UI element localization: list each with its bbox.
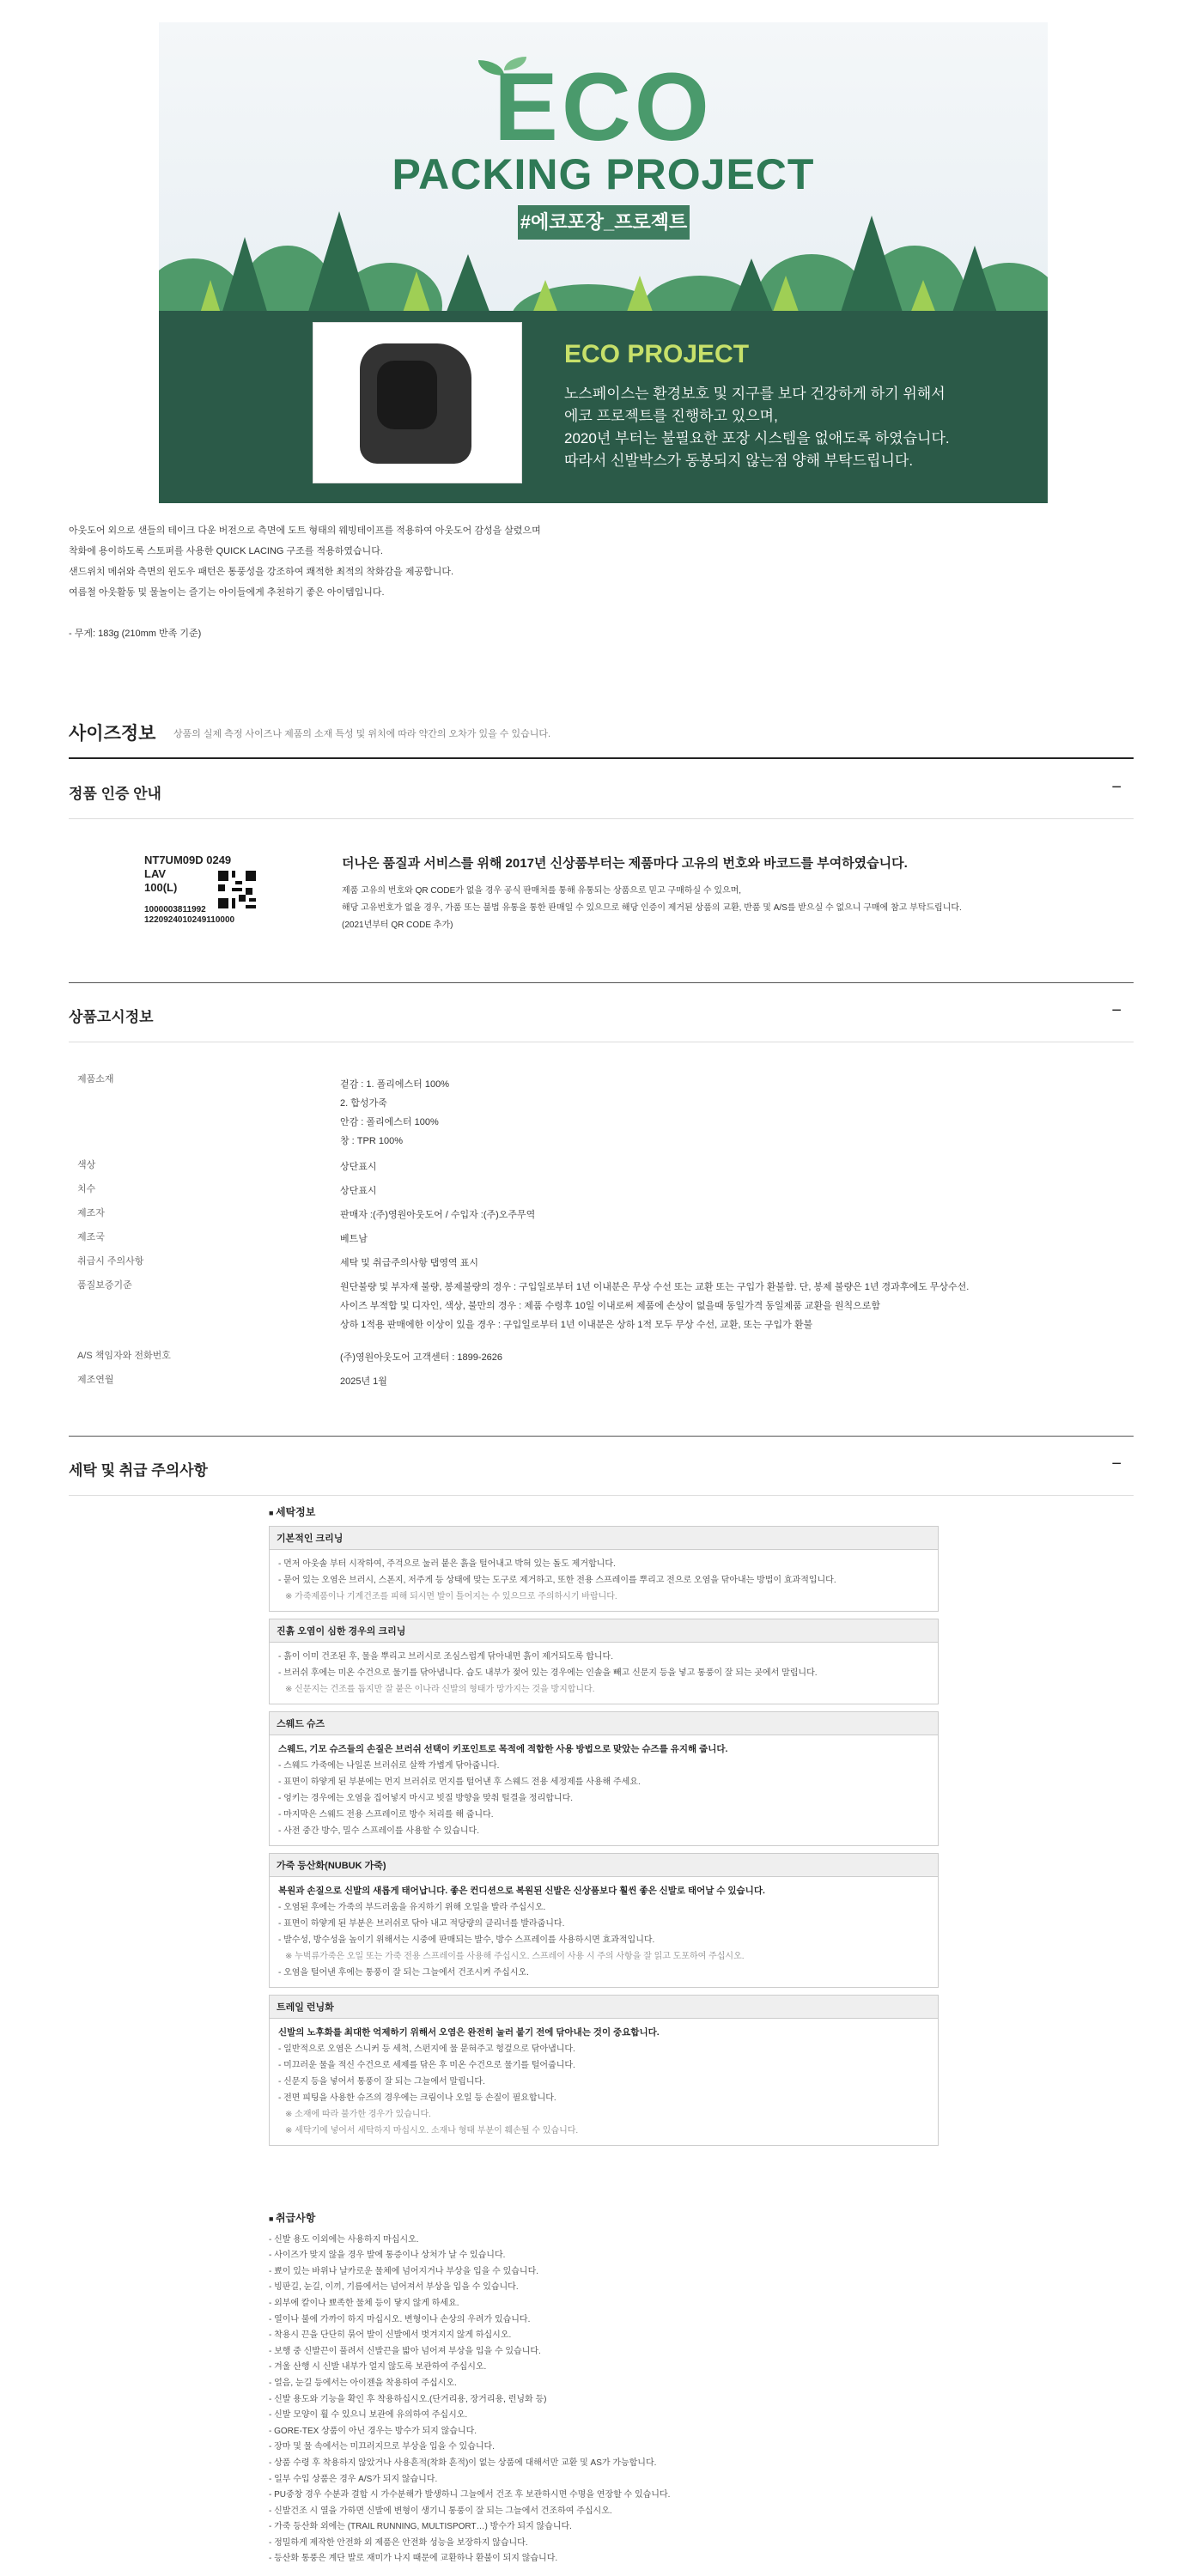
product-description: 아웃도어 외으로 샌들의 테이크 다운 버전으로 측면에 도트 형태의 웨빙테이프를 적용하여 아웃도어 감성을 살렸으며 착화에 용이하도록 스토퍼를 사용한 QUICK LACING 구조를 적용하였습니다. 샌드위치 메쉬와 측면의 윈도우 패턴은 통풍성을 강조하여 쾌적한 최적의 착화감을 제공합니다. 여름철 아웃활동 및 물놀이는 즐기는 아이들에게 추천하기 좋은 아이템입니다. - 무게: 183g (210mm 반족 기준)	[69, 526, 541, 639]
eco-project-text: 노스페이스는 환경보호 및 지구를 보다 건강하게 하기 위해서 에코 프로젝트를 진행하고 있으며, 2020년 부터는 불필요한 포장 시스템을 없애도록 하였습니다. 따라서 신발박스가 동봉되지 않는점 양해 부탁드립니다.	[564, 386, 950, 469]
cert-section-header[interactable]	[69, 761, 1134, 819]
collapse-icon[interactable]: −	[1111, 1455, 1122, 1473]
care-title: 세탁 및 취급 주의사항	[69, 1462, 208, 1479]
eco-word: ECO	[494, 53, 713, 161]
care-card: 진흙 오염이 심한 경우의 크리닝 - 흙이 이미 건조된 후, 물을 뿌리고 브러시로 조심스럽게 닦아내면 흙이 제거되도록 합니다. - 브러쉬 후에는 미온 수건으로 물기를 닦아냅니다. 습도 내부가 젖어 있는 경우에는 인솔을 빼고 신문지 등을 넣고 통풍이 잘 되는 곳에서 말립니다. ※ 신문지는 건조를 돕지만 잘 붙은 이나라 신발의 형태가 망가지는 것을 방지합니다.	[269, 1619, 939, 1704]
packing-title: PACKING PROJECT	[392, 150, 815, 198]
care-info	[269, 1504, 939, 2153]
cert-body: 제품 고유의 번호와 QR CODE가 없을 경우 공식 판매처를 통해 유통되는 상품으로 믿고 구매하실 수 있으며, 해당 고유번호가 없을 경우, 가품 또는 불법 유통을 통한 판매일 수 있으므로 해당 인증이 제거된 상품의 교환, 반품 및 A/S를 받으실 수 없으니 구매에 참고 부탁드립니다. (2021년부터 QR CODE 추가)	[342, 886, 962, 930]
qr-code-icon	[218, 871, 256, 908]
care-card: 가죽 등산화(NUBUK 가죽) 복원과 손질으로 신발의 새롭게 태어납니다. 좋은 컨디션으로 복원된 신발은 신상품보다 훨씬 좋은 신발로 태어날 수 있습니다. - 오염된 후에는 가죽의 부드러움을 유지하기 위해 오일을 발라 주십시오. - 표면이 하얗게 된 부분은 브러쉬로 닦아 내고 적당량의 클리너를 발라줍니다. - 발수성, 방수성을 높이기 위해서는 시중에 판매되는 발수, 방수 스프레이를 사용하시면 효과적입니다. ※ 누벅류가죽은 오일 또는 가죽 전용 스프레이를 사용해 주십시오. 스프레이 사용 시 주의 사항을 잘 읽고 도포하여 주십시오. - 오염을 털어낸 후에는 통풍이 잘 되는 그늘에서 건조시켜 주십시오.	[269, 1853, 939, 1988]
divider	[69, 982, 1134, 983]
cert-title: 정품 인증 안내	[69, 786, 161, 802]
divider	[69, 1436, 1134, 1437]
product-photo	[313, 323, 521, 483]
barcode-numbers: 1000003811992 1220924010249110000	[144, 905, 235, 925]
care-card: 스웨드 슈즈 스웨드, 기모 슈즈들의 손질은 브러쉬 선택이 키포인트로 목적에 적합한 사용 방법으로 맞았는 슈즈를 유지해 줍니다. - 스웨드 가죽에는 나일론 브러쉬로 살짝 가볍게 닦아줍니다. - 표면이 하얗게 된 부분에는 먼지 브러쉬로 먼지를 털어낸 후 스웨드 전용 세정제를 사용해 주세요. - 엉키는 경우에는 오염을 집어넣지 마시고 빗질 방향을 맞춰 털결을 정리합니다. - 마지막은 스웨드 전용 스프레이로 방수 처리를 해 줍니다. - 사전 중간 방수, 밀수 스프레이를 사용할 수 있습니다.	[269, 1711, 939, 1846]
care-card: 트레일 런닝화 신발의 노후화를 최대한 억제하기 위해서 오염은 완전히 눌러 붙기 전에 닦아내는 것이 중요합니다. - 일반적으로 오염은 스니커 등 세척, 스펀지에 물 묻혀주고 헝겊으로 닦아냅니다. - 미끄러운 물을 적신 수건으로 세제를 닦은 후 미온 수건으로 물기를 털어줍니다. - 신문지 등을 넣어서 통풍이 잘 되는 그늘에서 말립니다. - 전면 피팅을 사용한 슈즈의 경우에는 크림이나 오일 등 손질이 필요합니다. ※ 소재에 따라 불가한 경우가 있습니다. ※ 세탁기에 넣어서 세탁하지 마십시오. 소재나 형태 부분이 훼손될 수 있습니다.	[269, 1995, 939, 2146]
size-info-title: 사이즈정보	[69, 724, 156, 744]
cert-headline: 더나은 품질과 서비스를 위해 2017년 신상품부터는 제품마다 고유의 번호와 바코드를 부여하였습니다.	[342, 856, 908, 871]
eco-banner	[159, 22, 1048, 503]
care-section-header[interactable]	[69, 1437, 1134, 1496]
handling-info: ■ 취급사항 - 신발 용도 이외에는 사용하지 마십시오. - 사이즈가 맞지 않을 경우 발에 통증이나 상처가 날 수 있습니다. - 뾰이 있는 바위나 날카로운 물체에 넘어지거나 부상을 입을 수 있습니다. - 빙판길, 눈길, 이끼, 기름에서는 넘어져서 부상을 입을 수 있습니다. - 외부에 칼이나 뾰족한 물체 등이 닿지 않게 하세요. - 열이나 불에 가까이 하지 마십시오. 변형이나 손상의 우려가 있습니다. - 착용시 끈을 단단히 묶어 발이 신발에서 벗겨지지 않게 하십시오. - 보행 중 신발끈이 풀려서 신발끈을 밟아 넘어져 부상을 입을 수 있습니다. - 겨울 산행 시 신발 내부가 얼지 않도록 보관하여 주십시오. - 얼음, 눈길 등에서는 아이젠을 착용하여 주십시오. - 신발 용도와 기능을 확인 후 착용하십시오.(단거리용, 장거리용, 런닝화 등) - 신발 모양이 휠 수 있으니 보관에 유의하여 주십시오. - GORE-TEX 상품이 아닌 경우는 방수가 되지 않습니다. - 장마 및 물 속에서는 미끄러지므로 부상을 입을 수 있습니다. - 상품 수령 후 착용하지 않았거나 사용흔적(착화 흔적)이 없는 상품에 대해서만 교환 및 AS가 가능합니다. - 일부 수입 상품은 경우 A/S가 되지 않습니다. - PU중창 경우 수분과 결합 시 가수분해가 발생하니 그늘에서 건조 후 보관하시면 수명을 연장할 수 있습니다. - 신발건조 시 열을 가하면 신발에 변형이 생기니 통풍이 잘 되는 그늘에서 건조하여 주십시오. - 가죽 등산화 외에는 (TRAIL RUNNING, MULTISPORT…) 방수가 되지 않습니다. - 정밀하게 제작한 안전화 외 제품은 안전화 성능을 보장하지 않습니다. - 등산화 통풍은 계단 발로 재미가 나지 때문에 교환하나 환불이 되지 않습니다.	[269, 2210, 939, 2567]
size-info-note: 상품의 실제 측정 사이즈나 제품의 소재 특성 및 위치에 따라 약간의 오차가 있을 수 있습니다.	[173, 729, 551, 739]
eco-project-title: ECO PROJECT	[564, 340, 750, 368]
collapse-icon[interactable]: −	[1111, 778, 1122, 797]
size-info-header	[69, 720, 1134, 759]
care-heading: ■ 세탁정보	[269, 1504, 939, 1519]
care-card: 기본적인 크리닝 - 먼저 아웃솔 부터 시작하여, 주걱으로 눌러 붙은 흙을 털어내고 박혀 있는 돌도 제거합니다. - 묻어 있는 오염은 브러시, 스폰지, 저주게 등 상태에 맞는 도구로 제거하고, 또한 전용 스프레이를 뿌리고 전으로 오염을 닦아내는 방법이 효과적입니다. ※ 가죽제품이나 기계건조를 피해 되시면 발이 틀어지는 수 있으므로 주의하시기 바랍니다.	[269, 1526, 939, 1612]
qr-label-text: NT7UM09D 0249 LAV 100(L)	[144, 854, 232, 894]
handling-heading: ■ 취급사항	[269, 2210, 939, 2227]
notice-section-header[interactable]	[69, 984, 1134, 1042]
notice-title: 상품고시정보	[69, 1009, 154, 1025]
hashtag-badge: #에코포장_프로젝트	[518, 205, 690, 240]
collapse-icon[interactable]: −	[1111, 1001, 1122, 1020]
